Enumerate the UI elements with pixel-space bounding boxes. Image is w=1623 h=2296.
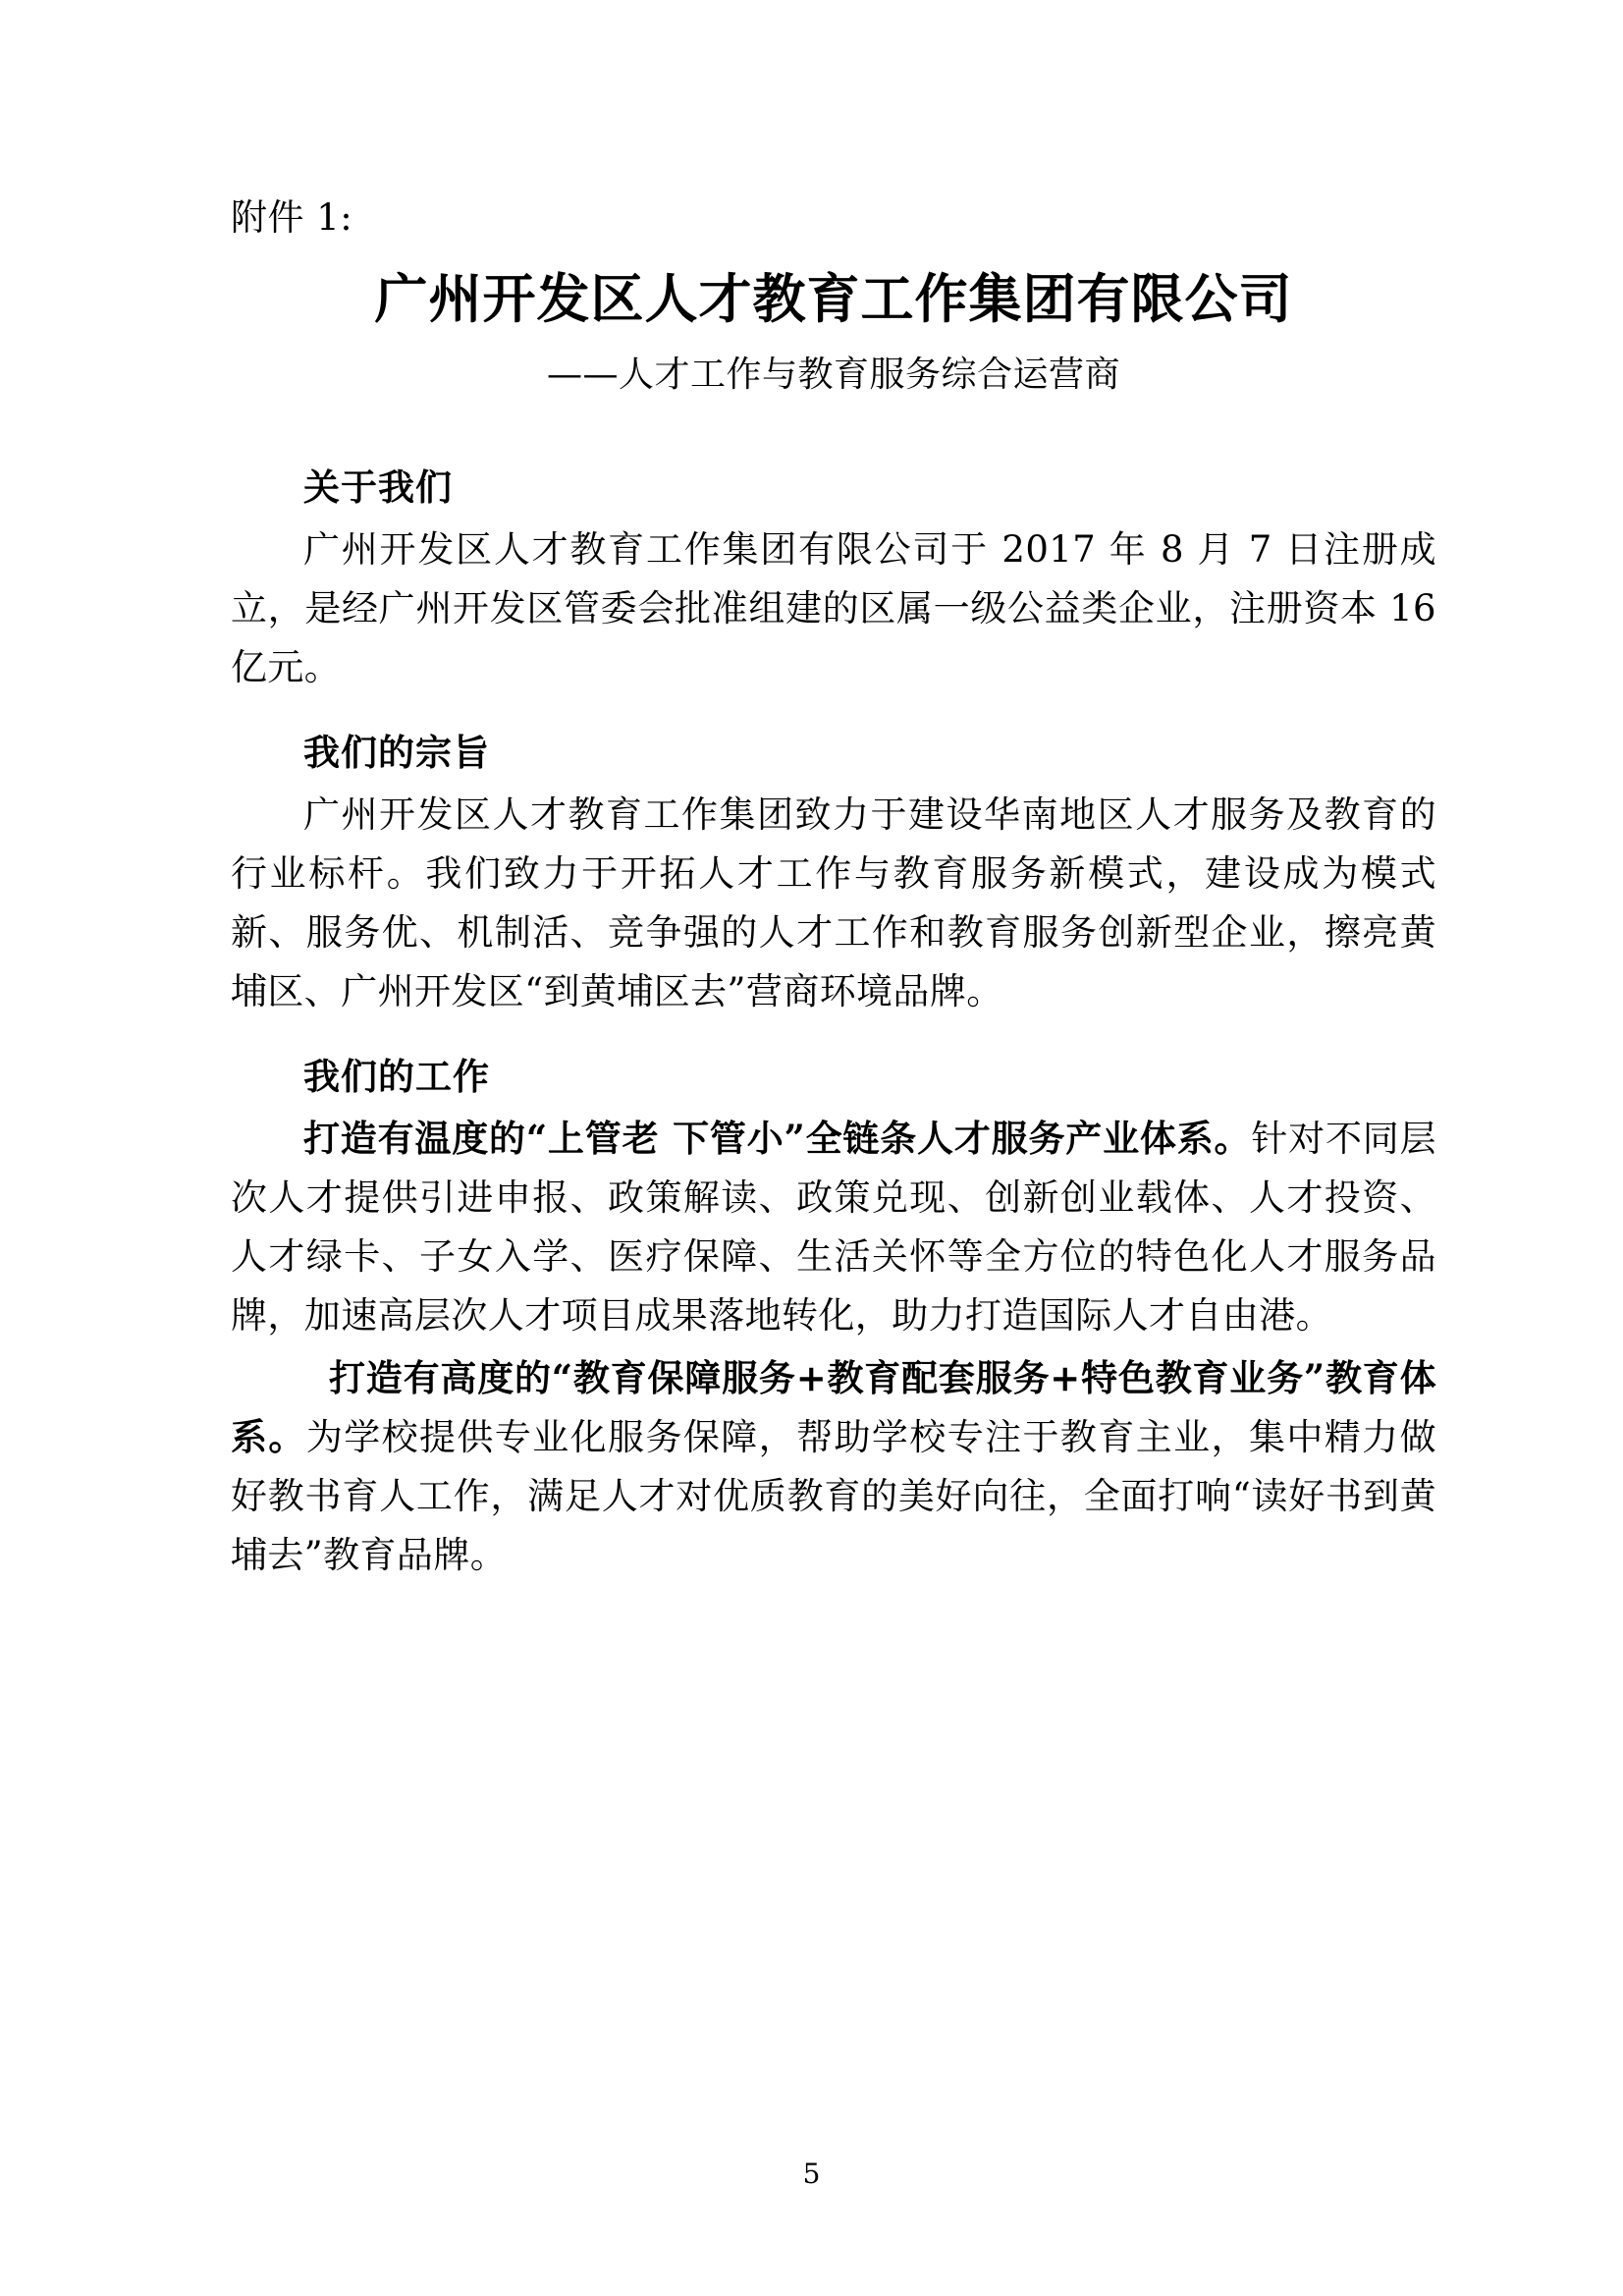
page-number: 5 (802, 2158, 821, 2190)
section-paragraph-work-1 (231, 1110, 1436, 1345)
section-heading-purpose: 我们的宗旨 (303, 731, 490, 775)
paragraph-lead-talent-service: 打造有温度的“上管老 下管小”全链条人才服务产业体系。 (303, 1116, 1252, 1160)
paragraph-rest-talent-service: 针对不同层次人才提供引进申报、政策解读、政策兑现、创新创业载体、人才投资、人才绿卡、子女入学、医疗保障、生活关怀等全方位的特色化人才服务品牌，加速高层次人才项目成果落地转化，助力打造国际人才自由港。 (231, 1117, 1437, 1337)
section-paragraph-work-2 (231, 1349, 1436, 1585)
section-paragraph-purpose: 广州开发区人才教育工作集团致力于建设华南地区人才服务及教育的行业标杆。我们致力于开拓人才工作与教育服务新模式，建设成为模式新、服务优、机制活、竞争强的人才工作和教育服务创新型企业，擦亮黄埔区、广州开发区“到黄埔区去”营商环境品牌。 (231, 793, 1436, 1013)
page-subtitle: ——人才工作与教育服务综合运营商 (546, 355, 1120, 396)
paragraph-rest-education-system: 为学校提供专业化服务保障，帮助学校专注于教育主业，集中精力做好教书育人工作，满足人才对优质教育的美好向往，全面打响“读好书到黄埔去”教育品牌。 (231, 1415, 1436, 1576)
attachment-label: 附件 1: (231, 196, 353, 239)
section-heading-about: 关于我们 (303, 465, 453, 510)
section-paragraph-about: 广州开发区人才教育工作集团有限公司于 2017 年 8 月 7 日注册成立，是经广州开发区管委会批准组建的区属一级公益类企业，注册资本 16 亿元。 (231, 528, 1436, 689)
section-heading-work: 我们的工作 (303, 1054, 490, 1098)
paragraph-lead-education-system: 打造有高度的“教育保障服务+教育配套服务+特色教育业务”教育体系。 (231, 1355, 1436, 1458)
page-title: 广州开发区人才教育工作集团有限公司 (374, 267, 1293, 331)
